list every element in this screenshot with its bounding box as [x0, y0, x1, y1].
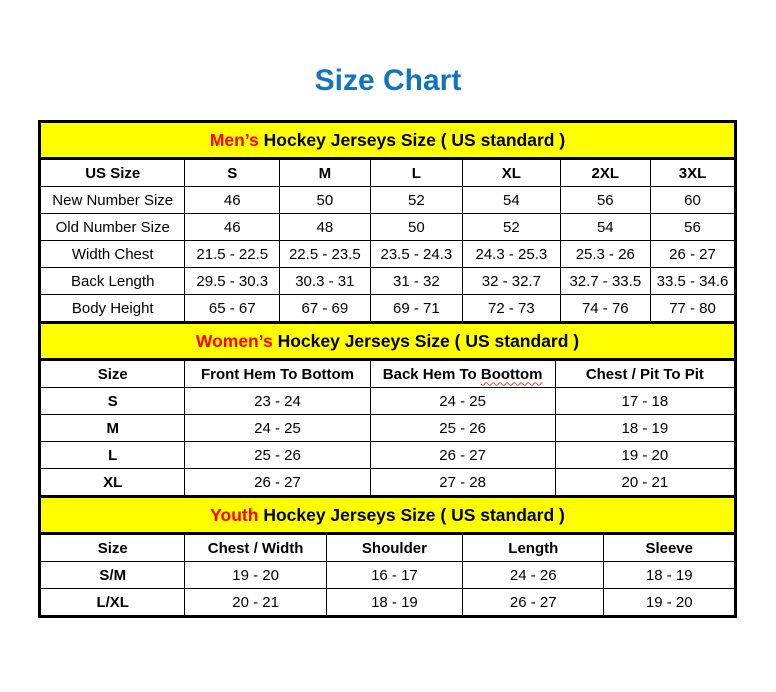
column-header: [370, 360, 555, 388]
table-cell: 69 - 71: [370, 295, 463, 323]
column-header: 3XL: [651, 159, 736, 187]
table-cell: 18 - 19: [326, 589, 462, 617]
table-cell: 27 - 28: [370, 469, 555, 497]
column-header: Size: [40, 360, 185, 388]
mens-banner-highlight: Men’s: [209, 129, 259, 150]
table-cell: 52: [463, 214, 560, 241]
table-cell: 24 - 25: [185, 415, 370, 442]
youth-header-row: [40, 534, 736, 562]
table-cell: 52: [370, 187, 463, 214]
table-cell: 31 - 32: [370, 268, 463, 295]
page-title: Size Chart: [314, 64, 462, 97]
table-cell: 50: [280, 187, 370, 214]
table-cell: 56: [560, 187, 650, 214]
table-cell: 46: [185, 214, 280, 241]
row-label: New Number Size: [40, 187, 185, 214]
table-cell: 32 - 32.7: [463, 268, 560, 295]
column-header: Shoulder: [326, 534, 462, 562]
table-cell: 20 - 21: [555, 469, 735, 497]
table-cell: 25.3 - 26: [560, 241, 650, 268]
table-row: [40, 268, 736, 295]
row-label: Width Chest: [40, 241, 185, 268]
table-cell: 50: [370, 214, 463, 241]
table-row: [40, 241, 736, 268]
column-header: Sleeve: [604, 534, 736, 562]
youth-banner-text: Hockey Jerseys Size ( US standard ): [263, 504, 565, 525]
column-header: 2XL: [560, 159, 650, 187]
table-cell: 26 - 27: [185, 469, 370, 497]
table-cell: 18 - 19: [604, 562, 736, 589]
table-row: [40, 187, 736, 214]
table-cell: 32.7 - 33.5: [560, 268, 650, 295]
youth-size-table: [38, 495, 737, 618]
row-label: M: [40, 415, 185, 442]
table-row: [40, 469, 736, 497]
womens-banner-cell: [40, 323, 736, 360]
table-row: [40, 388, 736, 415]
mens-size-table: [38, 120, 737, 324]
mens-table-banner: [40, 122, 736, 159]
row-label: L: [40, 442, 185, 469]
table-cell: 29.5 - 30.3: [185, 268, 280, 295]
column-header: Length: [463, 534, 604, 562]
table-cell: 60: [651, 187, 736, 214]
table-cell: 65 - 67: [185, 295, 280, 323]
table-cell: 54: [560, 214, 650, 241]
youth-table-banner: [40, 497, 736, 534]
womens-banner-highlight: Women’s: [195, 330, 273, 351]
row-label: S/M: [40, 562, 185, 589]
table-cell: 54: [463, 187, 560, 214]
mens-banner-text: Hockey Jerseys Size ( US standard ): [263, 129, 566, 150]
table-row: [40, 214, 736, 241]
table-cell: 24 - 25: [370, 388, 555, 415]
table-cell: 26 - 27: [463, 589, 604, 617]
table-cell: 23 - 24: [185, 388, 370, 415]
column-header: Chest / Width: [185, 534, 326, 562]
table-cell: 25 - 26: [370, 415, 555, 442]
table-cell: 18 - 19: [555, 415, 735, 442]
table-row: [40, 415, 736, 442]
table-cell: 22.5 - 23.5: [280, 241, 370, 268]
table-cell: 23.5 - 24.3: [370, 241, 463, 268]
row-label: Body Height: [40, 295, 185, 323]
womens-banner-text: Hockey Jerseys Size ( US standard ): [277, 330, 580, 351]
misspelled-word: Boottom: [480, 365, 543, 383]
youth-banner-highlight: Youth: [210, 504, 259, 525]
table-cell: 33.5 - 34.6: [651, 268, 736, 295]
table-cell: 67 - 69: [280, 295, 370, 323]
mens-header-row: [40, 159, 736, 187]
table-cell: 24.3 - 25.3: [463, 241, 560, 268]
table-cell: 26 - 27: [370, 442, 555, 469]
column-header: Chest / Pit To Pit: [555, 360, 735, 388]
table-cell: 26 - 27: [651, 241, 736, 268]
table-cell: 77 - 80: [651, 295, 736, 323]
table-cell: 17 - 18: [555, 388, 735, 415]
table-cell: 46: [185, 187, 280, 214]
column-header: L: [370, 159, 463, 187]
row-label: S: [40, 388, 185, 415]
column-header: Front Hem To Bottom: [185, 360, 370, 388]
table-row: [40, 295, 736, 323]
table-cell: 56: [651, 214, 736, 241]
womens-size-table: [38, 321, 737, 498]
size-chart-tables: [38, 120, 737, 618]
table-cell: 19 - 20: [604, 589, 736, 617]
table-cell: 19 - 20: [185, 562, 326, 589]
table-cell: 30.3 - 31: [280, 268, 370, 295]
row-label: XL: [40, 469, 185, 497]
column-header: M: [280, 159, 370, 187]
table-cell: 25 - 26: [185, 442, 370, 469]
row-label: L/XL: [40, 589, 185, 617]
row-label: Old Number Size: [40, 214, 185, 241]
table-cell: 48: [280, 214, 370, 241]
column-header-text: Back Hem To: [382, 365, 477, 383]
table-cell: 16 - 17: [326, 562, 462, 589]
column-header: Size: [40, 534, 185, 562]
womens-table-banner: [40, 323, 736, 360]
youth-banner-cell: [40, 497, 736, 534]
table-cell: 19 - 20: [555, 442, 735, 469]
mens-banner-cell: [40, 122, 736, 159]
table-row: [40, 562, 736, 589]
table-cell: 20 - 21: [185, 589, 326, 617]
table-cell: 74 - 76: [560, 295, 650, 323]
table-row: [40, 442, 736, 469]
table-row: [40, 589, 736, 617]
column-header: XL: [463, 159, 560, 187]
column-header: US Size: [40, 159, 185, 187]
table-cell: 21.5 - 22.5: [185, 241, 280, 268]
row-label: Back Length: [40, 268, 185, 295]
table-cell: 24 - 26: [463, 562, 604, 589]
womens-header-row: [40, 360, 736, 388]
table-cell: 72 - 73: [463, 295, 560, 323]
column-header: S: [185, 159, 280, 187]
